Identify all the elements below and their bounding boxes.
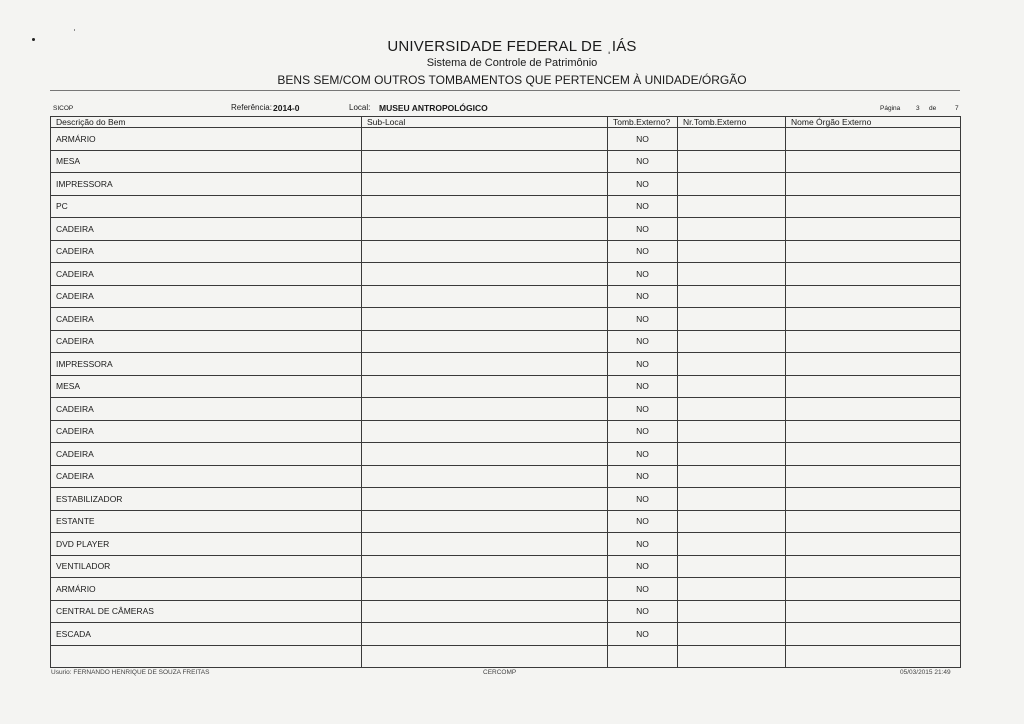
table-body — [51, 128, 961, 668]
cell-sublocal — [362, 420, 608, 443]
cell-nr — [678, 285, 786, 308]
cell-tomb: NO — [608, 398, 678, 421]
table-row — [51, 420, 961, 443]
cell-nr — [678, 623, 786, 646]
cell-nome — [786, 443, 961, 466]
table-row — [51, 465, 961, 488]
reference-label: Referência: — [231, 103, 272, 112]
footer-datetime: 05/03/2015 21:49 — [900, 669, 951, 676]
cell-sublocal — [362, 465, 608, 488]
cell-descricao: CADEIRA — [51, 398, 362, 421]
cell-nome — [786, 488, 961, 511]
cell-nr — [678, 240, 786, 263]
cell-nome — [786, 600, 961, 623]
table-row — [51, 150, 961, 173]
cell-nome — [786, 128, 961, 151]
cell-descricao: ESTANTE — [51, 510, 362, 533]
cell-tomb — [608, 645, 678, 668]
table-row — [51, 285, 961, 308]
cell-tomb: NO — [608, 420, 678, 443]
cell-nr — [678, 263, 786, 286]
system-code: SICOP — [53, 105, 74, 112]
cell-nr — [678, 308, 786, 331]
table-row — [51, 375, 961, 398]
cell-nr — [678, 510, 786, 533]
cell-tomb: NO — [608, 533, 678, 556]
cell-sublocal — [362, 578, 608, 601]
assets-table — [50, 116, 961, 668]
table-row — [51, 173, 961, 196]
cell-tomb: NO — [608, 600, 678, 623]
cell-nome — [786, 533, 961, 556]
table-row — [51, 600, 961, 623]
cell-nr — [678, 353, 786, 376]
cell-sublocal — [362, 510, 608, 533]
cell-nr — [678, 375, 786, 398]
cell-tomb: NO — [608, 285, 678, 308]
cell-tomb: NO — [608, 173, 678, 196]
table-row — [51, 443, 961, 466]
cell-descricao: CADEIRA — [51, 443, 362, 466]
cell-descricao: MESA — [51, 150, 362, 173]
page-number: 3 — [916, 105, 920, 112]
cell-nome — [786, 623, 961, 646]
col-header-tomb-externo: Tomb.Externo? — [608, 117, 678, 128]
cell-descricao: VENTILADOR — [51, 555, 362, 578]
col-header-nome-orgao: Nome Órgão Externo — [786, 117, 961, 128]
cell-descricao: PC — [51, 195, 362, 218]
table-row — [51, 398, 961, 421]
cell-descricao — [51, 645, 362, 668]
cell-tomb: NO — [608, 443, 678, 466]
cell-tomb: NO — [608, 375, 678, 398]
cell-nome — [786, 263, 961, 286]
table-row — [51, 240, 961, 263]
cell-nr — [678, 218, 786, 241]
cell-nome — [786, 195, 961, 218]
cell-nome — [786, 150, 961, 173]
cell-tomb: NO — [608, 150, 678, 173]
cell-nome — [786, 240, 961, 263]
table-row — [51, 510, 961, 533]
cell-nome — [786, 578, 961, 601]
cell-sublocal — [362, 330, 608, 353]
table-row — [51, 263, 961, 286]
cell-nome — [786, 308, 961, 331]
table-row — [51, 533, 961, 556]
cell-descricao: IMPRESSORA — [51, 353, 362, 376]
cell-descricao: DVD PLAYER — [51, 533, 362, 556]
cell-nr — [678, 128, 786, 151]
table-row — [51, 353, 961, 376]
cell-descricao: CENTRAL DE CÂMERAS — [51, 600, 362, 623]
cell-nome — [786, 375, 961, 398]
col-header-descricao: Descrição do Bem — [51, 117, 362, 128]
page-total: 7 — [955, 105, 959, 112]
cell-nr — [678, 173, 786, 196]
cell-nome — [786, 645, 961, 668]
cell-sublocal — [362, 443, 608, 466]
cell-tomb: NO — [608, 218, 678, 241]
cell-tomb: NO — [608, 555, 678, 578]
col-header-sublocal: Sub-Local — [362, 117, 608, 128]
cell-tomb: NO — [608, 240, 678, 263]
cell-descricao: CADEIRA — [51, 285, 362, 308]
table-row — [51, 645, 961, 668]
report-title: BENS SEM/COM OUTROS TOMBAMENTOS QUE PERTENCEM À UNIDADE/ÓRGÃO — [277, 73, 747, 87]
local-label: Local: — [349, 103, 371, 112]
cell-sublocal — [362, 488, 608, 511]
cell-sublocal — [362, 173, 608, 196]
cell-nome — [786, 465, 961, 488]
cell-nome — [786, 510, 961, 533]
cell-sublocal — [362, 218, 608, 241]
table-row — [51, 555, 961, 578]
cell-tomb: NO — [608, 263, 678, 286]
col-header-nr-tomb-externo: Nr.Tomb.Externo — [678, 117, 786, 128]
cell-tomb: NO — [608, 128, 678, 151]
cell-tomb: NO — [608, 488, 678, 511]
table-row — [51, 330, 961, 353]
cell-descricao: ARMÁRIO — [51, 578, 362, 601]
cell-nome — [786, 420, 961, 443]
cell-sublocal — [362, 150, 608, 173]
cell-sublocal — [362, 128, 608, 151]
cell-tomb: NO — [608, 330, 678, 353]
table-row — [51, 128, 961, 151]
header-rule — [50, 90, 960, 91]
cell-sublocal — [362, 533, 608, 556]
cell-sublocal — [362, 600, 608, 623]
cell-sublocal — [362, 263, 608, 286]
cell-nome — [786, 353, 961, 376]
cell-nome — [786, 330, 961, 353]
page-label: Página — [880, 105, 901, 112]
cell-sublocal — [362, 555, 608, 578]
cell-nome — [786, 285, 961, 308]
cell-tomb: NO — [608, 353, 678, 376]
reference-value: 2014-0 — [273, 103, 300, 113]
cell-sublocal — [362, 240, 608, 263]
cell-nr — [678, 600, 786, 623]
cell-descricao: CADEIRA — [51, 308, 362, 331]
footer-center: CERCOMP — [483, 669, 517, 676]
table-row — [51, 578, 961, 601]
cell-nr — [678, 488, 786, 511]
table-row — [51, 195, 961, 218]
table-row — [51, 218, 961, 241]
cell-tomb: NO — [608, 195, 678, 218]
cell-sublocal — [362, 375, 608, 398]
cell-descricao: CADEIRA — [51, 218, 362, 241]
cell-descricao: CADEIRA — [51, 465, 362, 488]
cell-descricao: CADEIRA — [51, 263, 362, 286]
cell-sublocal — [362, 623, 608, 646]
page-of: de — [929, 105, 937, 112]
cell-nr — [678, 645, 786, 668]
cell-tomb: NO — [608, 578, 678, 601]
cell-sublocal — [362, 308, 608, 331]
scan-speck — [74, 29, 75, 31]
cell-descricao: CADEIRA — [51, 240, 362, 263]
system-subtitle: Sistema de Controle de Patrimônio — [426, 57, 598, 69]
cell-nr — [678, 195, 786, 218]
cell-sublocal — [362, 285, 608, 308]
cell-nr — [678, 465, 786, 488]
table-header-row — [51, 117, 961, 128]
cell-tomb: NO — [608, 465, 678, 488]
cell-nr — [678, 420, 786, 443]
cell-descricao: ARMÁRIO — [51, 128, 362, 151]
cell-descricao: CADEIRA — [51, 420, 362, 443]
cell-sublocal — [362, 398, 608, 421]
cell-nome — [786, 173, 961, 196]
cell-tomb: NO — [608, 510, 678, 533]
cell-nr — [678, 398, 786, 421]
local-value: MUSEU ANTROPOLÓGICO — [379, 103, 488, 113]
cell-sublocal — [362, 195, 608, 218]
cell-nr — [678, 555, 786, 578]
cell-descricao: MESA — [51, 375, 362, 398]
cell-descricao: IMPRESSORA — [51, 173, 362, 196]
cell-sublocal — [362, 645, 608, 668]
cell-nr — [678, 443, 786, 466]
cell-nr — [678, 330, 786, 353]
table-row — [51, 488, 961, 511]
table-row — [51, 308, 961, 331]
cell-nome — [786, 555, 961, 578]
cell-descricao: CADEIRA — [51, 330, 362, 353]
footer-user: Usurio: FERNANDO HENRIQUE DE SOUZA FREITAS — [51, 669, 210, 676]
cell-sublocal — [362, 353, 608, 376]
cell-nr — [678, 533, 786, 556]
cell-tomb: NO — [608, 623, 678, 646]
table-row — [51, 623, 961, 646]
cell-nr — [678, 578, 786, 601]
cell-nome — [786, 218, 961, 241]
cell-nr — [678, 150, 786, 173]
university-title: UNIVERSIDADE FEDERAL DE ˌIÁS — [387, 38, 637, 55]
cell-tomb: NO — [608, 308, 678, 331]
cell-descricao: ESTABILIZADOR — [51, 488, 362, 511]
cell-descricao: ESCADA — [51, 623, 362, 646]
cell-nome — [786, 398, 961, 421]
